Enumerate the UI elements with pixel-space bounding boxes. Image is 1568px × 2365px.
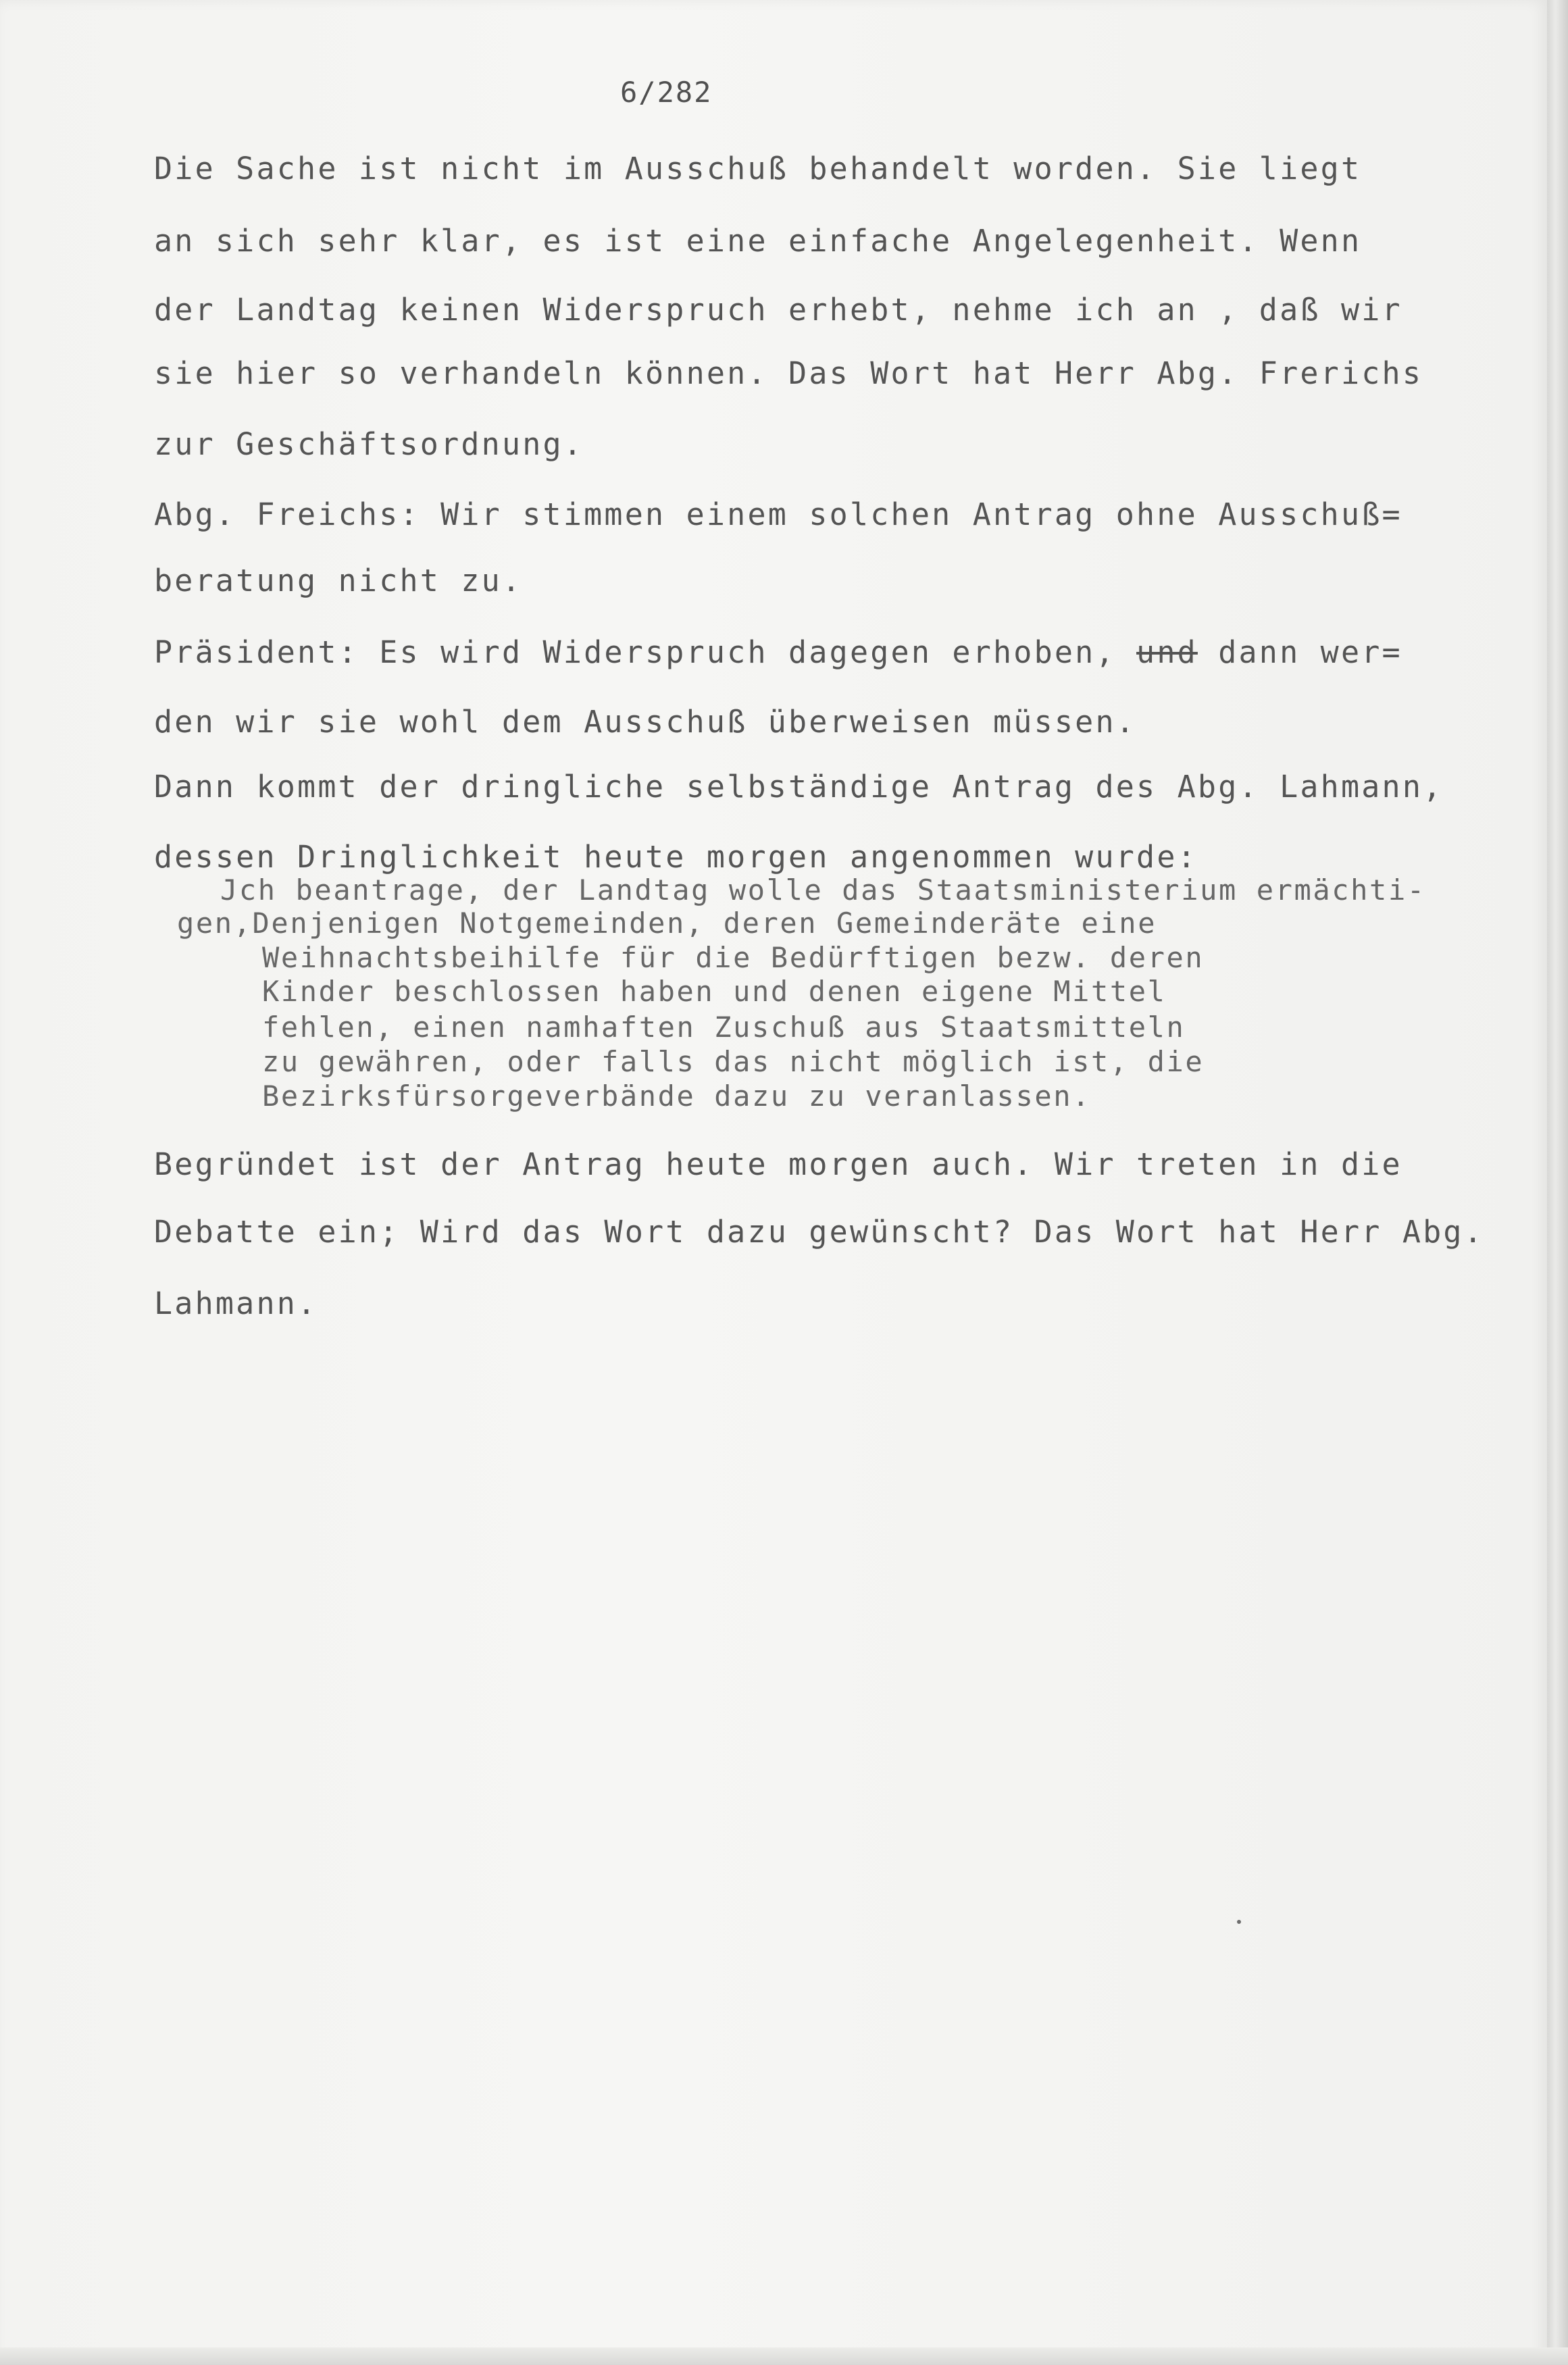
page-number: 6/282 [620, 76, 713, 109]
paragraph-line-3: der Landtag keinen Widerspruch erhebt, nehme ich an , daß wir [154, 292, 1402, 328]
paragraph-line-1: Die Sache ist nicht im Ausschuß behandelt worden. Sie liegt [154, 151, 1362, 186]
closing-line-2: Debatte ein; Wird das Wort dazu gewünscht? Das Wort hat Herr Abg. [154, 1214, 1484, 1250]
closing-line-1: Begründet ist der Antrag heute morgen auch. Wir treten in die [154, 1146, 1402, 1182]
page-bottom-edge [0, 2347, 1568, 2365]
paragraph-line-9: den wir sie wohl dem Ausschuß überweisen müssen. [154, 704, 1137, 740]
page-right-edge [1547, 0, 1568, 2365]
motion-line-1: Jch beantrage, der Landtag wolle das Staatsministerium ermächti- [220, 873, 1426, 907]
motion-line-3: Weihnachtsbeihilfe für die Bedürftigen bezw. deren [262, 941, 1205, 974]
paragraph-line-10: Dann kommt der dringliche selbständige Antrag des Abg. Lahmann, [154, 769, 1444, 805]
paragraph-line-4: sie hier so verhandeln können. Das Wort hat Herr Abg. Frerichs [154, 355, 1423, 391]
motion-line-7: Bezirksfürsorgeverbände dazu zu veranlassen. [262, 1079, 1091, 1113]
paper-speck [1237, 1920, 1241, 1924]
paragraph-line-11: dessen Dringlichkeit heute morgen angenommen wurde: [154, 839, 1198, 875]
paragraph-line-7: beratung nicht zu. [154, 563, 523, 599]
paragraph-line-8 [154, 634, 1402, 670]
motion-line-6: zu gewähren, oder falls das nicht möglich ist, die [262, 1045, 1205, 1078]
motion-line-4: Kinder beschlossen haben und denen eigene Mittel [262, 975, 1167, 1008]
closing-line-3: Lahmann. [154, 1286, 318, 1321]
motion-line-2: gen,Denjenigen Notgemeinden, deren Gemeinderäte eine [177, 907, 1157, 940]
paragraph-line-2: an sich sehr klar, es ist eine einfache Angelegenheit. Wenn [154, 223, 1362, 259]
motion-line-5: fehlen, einen namhaften Zuschuß aus Staatsmitteln [262, 1011, 1186, 1044]
paragraph-line-8-suffix: dann wer= [1197, 634, 1402, 670]
paragraph-line-6: Abg. Freichs: Wir stimmen einem solchen Antrag ohne Ausschuß= [154, 497, 1402, 532]
struck-word: und [1136, 634, 1198, 670]
paragraph-line-8-prefix: Präsident: Es wird Widerspruch dagegen erhoben, [154, 634, 1137, 670]
paragraph-line-5: zur Geschäftsordnung. [154, 426, 584, 462]
